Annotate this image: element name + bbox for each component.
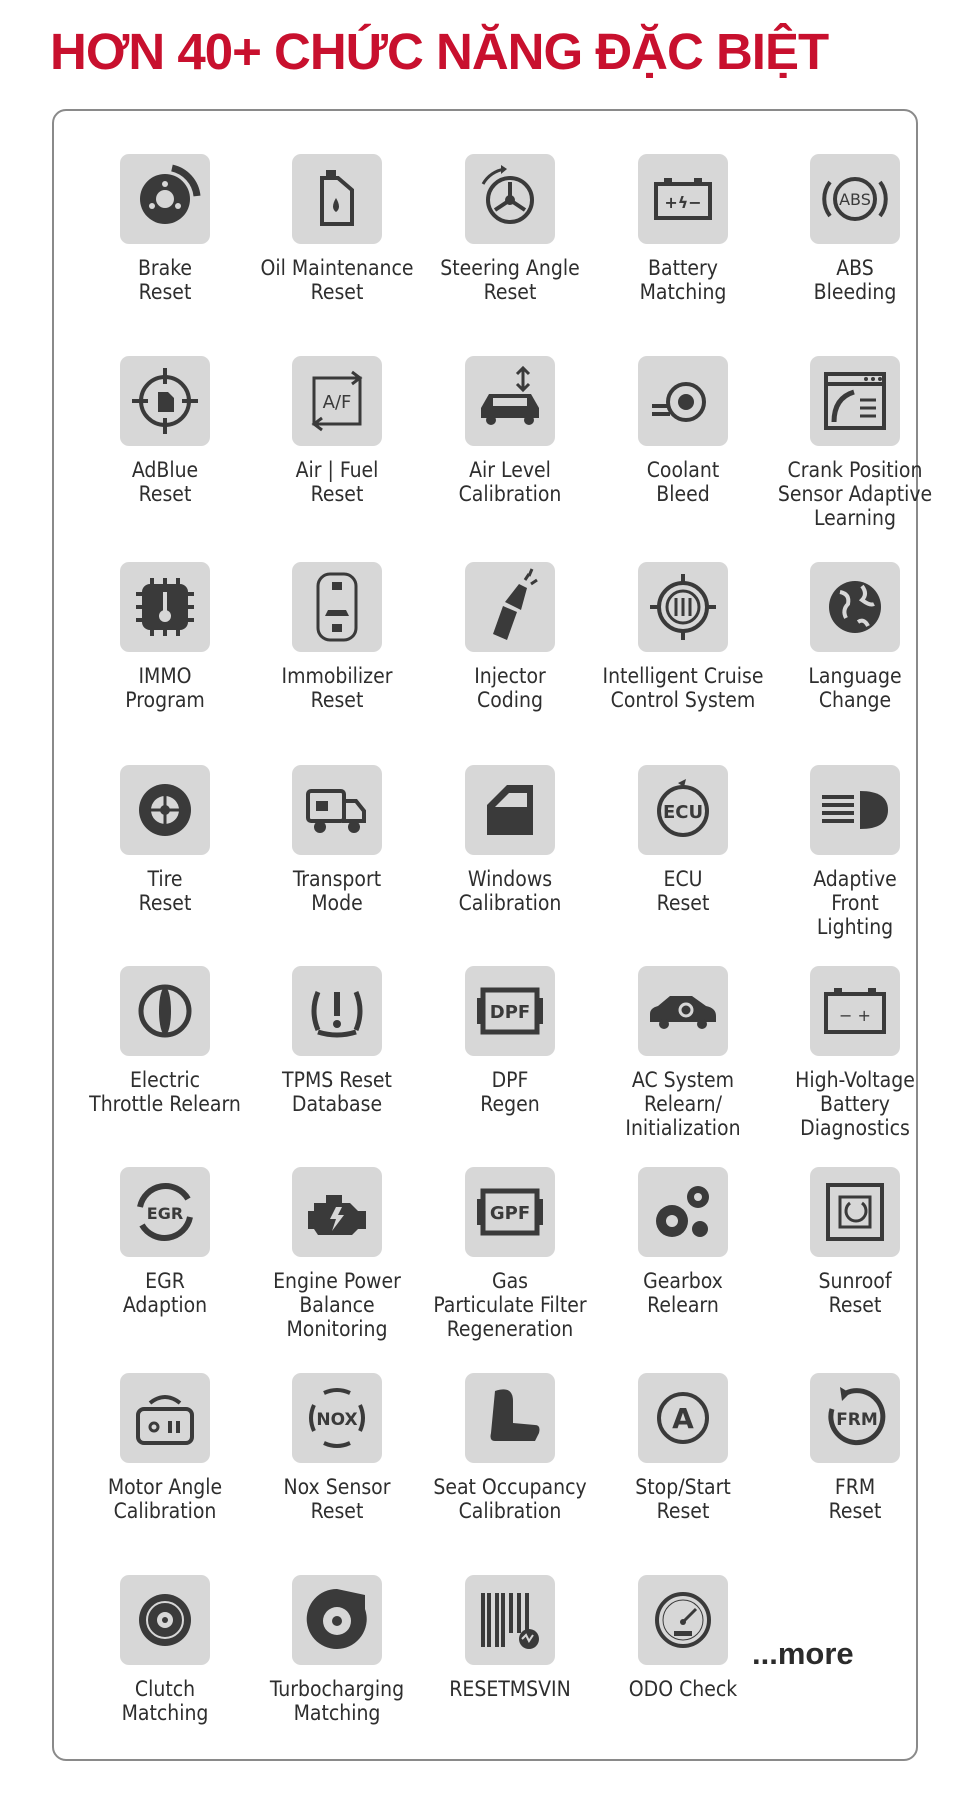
air-fuel-icon bbox=[292, 356, 382, 446]
feature-label: Tire Reset bbox=[138, 867, 192, 915]
frm-icon bbox=[810, 1373, 900, 1463]
page-title: HƠN 40+ CHỨC NĂNG ĐẶC BIỆT bbox=[50, 23, 829, 80]
oil-can-icon bbox=[292, 154, 382, 244]
immo-chip-icon bbox=[120, 562, 210, 652]
seat-icon bbox=[465, 1373, 555, 1463]
brake-disc-icon bbox=[120, 154, 210, 244]
car-height-icon bbox=[465, 356, 555, 446]
feature-label: EGR Adaption bbox=[122, 1269, 208, 1317]
car-window-icon bbox=[465, 765, 555, 855]
headlight-icon bbox=[810, 765, 900, 855]
feature-label: Motor Angle Calibration bbox=[107, 1475, 223, 1523]
gears-icon bbox=[638, 1167, 728, 1257]
feature-label: Air Level Calibration bbox=[458, 458, 562, 506]
svg-text:DPF: DPF bbox=[489, 1002, 531, 1023]
injector-icon bbox=[465, 562, 555, 652]
egr-icon bbox=[120, 1167, 210, 1257]
barcode-icon bbox=[465, 1575, 555, 1665]
feature-label: Sunroof Reset bbox=[818, 1269, 892, 1317]
key-fob-icon bbox=[292, 562, 382, 652]
hv-battery-icon bbox=[810, 966, 900, 1056]
feature-label: Gearbox Relearn bbox=[643, 1269, 723, 1317]
feature-label: Injector Coding bbox=[474, 664, 546, 712]
svg-text:GPF: GPF bbox=[489, 1203, 531, 1224]
ac-car-icon bbox=[638, 966, 728, 1056]
more-link[interactable]: ...more bbox=[752, 1636, 854, 1671]
stop-start-icon bbox=[638, 1373, 728, 1463]
svg-text:FRM: FRM bbox=[836, 1410, 878, 1430]
turbo-icon bbox=[292, 1575, 382, 1665]
feature-label: Immobilizer Reset bbox=[281, 664, 393, 712]
throttle-icon bbox=[120, 966, 210, 1056]
feature-label: Gas Particulate Filter Regeneration bbox=[433, 1269, 587, 1341]
adblue-icon bbox=[120, 356, 210, 446]
clutch-icon bbox=[120, 1575, 210, 1665]
feature-label: Nox Sensor Reset bbox=[283, 1475, 391, 1523]
feature-label: Language Change bbox=[808, 664, 902, 712]
tpms-icon bbox=[292, 966, 382, 1056]
feature-label: TPMS Reset Database bbox=[282, 1068, 392, 1116]
cruise-control-icon bbox=[638, 562, 728, 652]
truck-icon bbox=[292, 765, 382, 855]
feature-label: ECU Reset bbox=[656, 867, 710, 915]
motor-angle-icon bbox=[120, 1373, 210, 1463]
feature-label: Stop/Start Reset bbox=[635, 1475, 731, 1523]
svg-text:NOX: NOX bbox=[316, 1410, 358, 1430]
feature-label: Intelligent Cruise Control System bbox=[602, 664, 764, 712]
battery-icon bbox=[638, 154, 728, 244]
features-panel bbox=[52, 109, 933, 1761]
gpf-icon bbox=[465, 1167, 555, 1257]
feature-label: FRM Reset bbox=[828, 1475, 882, 1523]
svg-text:ABS: ABS bbox=[839, 190, 871, 209]
dpf-icon bbox=[465, 966, 555, 1056]
feature-label: AdBlue Reset bbox=[131, 458, 199, 506]
feature-label: Brake Reset bbox=[137, 256, 193, 304]
coolant-pump-icon bbox=[638, 356, 728, 446]
feature-label: Windows Calibration bbox=[458, 867, 562, 915]
feature-label: Turbocharging Matching bbox=[269, 1677, 405, 1725]
svg-text:ECU: ECU bbox=[662, 802, 704, 823]
tire-icon bbox=[120, 765, 210, 855]
feature-label: Crank Position Sensor Adaptive Learning bbox=[777, 458, 933, 530]
feature-label: Clutch Matching bbox=[121, 1677, 209, 1725]
feature-label: Coolant Bleed bbox=[646, 458, 720, 506]
feature-label: ODO Check bbox=[628, 1677, 738, 1701]
crank-sensor-icon bbox=[810, 356, 900, 446]
ecu-icon bbox=[638, 765, 728, 855]
feature-label: Oil Maintenance Reset bbox=[260, 256, 414, 304]
nox-icon bbox=[292, 1373, 382, 1463]
feature-label: Adaptive Front Lighting bbox=[813, 867, 897, 939]
engine-icon bbox=[292, 1167, 382, 1257]
feature-label: High-Voltage Battery Diagnostics bbox=[795, 1068, 915, 1140]
feature-label: RESETMSVIN bbox=[449, 1677, 571, 1701]
feature-label: Electric Throttle Relearn bbox=[89, 1068, 241, 1116]
odometer-icon bbox=[638, 1575, 728, 1665]
sunroof-icon bbox=[810, 1167, 900, 1257]
feature-label: ABS Bleeding bbox=[813, 256, 897, 304]
feature-label: Battery Matching bbox=[639, 256, 727, 304]
feature-label: Engine Power Balance Monitoring bbox=[273, 1269, 401, 1341]
feature-label: AC System Relearn/ Initialization bbox=[625, 1068, 741, 1140]
svg-text:EGR: EGR bbox=[146, 1204, 184, 1223]
svg-text:− +: − + bbox=[839, 1006, 871, 1025]
feature-label: IMMO Program bbox=[125, 664, 205, 712]
steering-wheel-icon bbox=[465, 154, 555, 244]
svg-text:A/F: A/F bbox=[322, 392, 352, 413]
feature-label: DPF Regen bbox=[480, 1068, 540, 1116]
svg-text:A: A bbox=[672, 1402, 694, 1435]
abs-icon bbox=[810, 154, 900, 244]
svg-text:+ϟ−: +ϟ− bbox=[664, 193, 702, 212]
feature-label: Steering Angle Reset bbox=[440, 256, 580, 304]
feature-label: Seat Occupancy Calibration bbox=[433, 1475, 587, 1523]
globe-icon bbox=[810, 562, 900, 652]
feature-label: Transport Mode bbox=[292, 867, 382, 915]
feature-label: Air | Fuel Reset bbox=[295, 458, 379, 506]
